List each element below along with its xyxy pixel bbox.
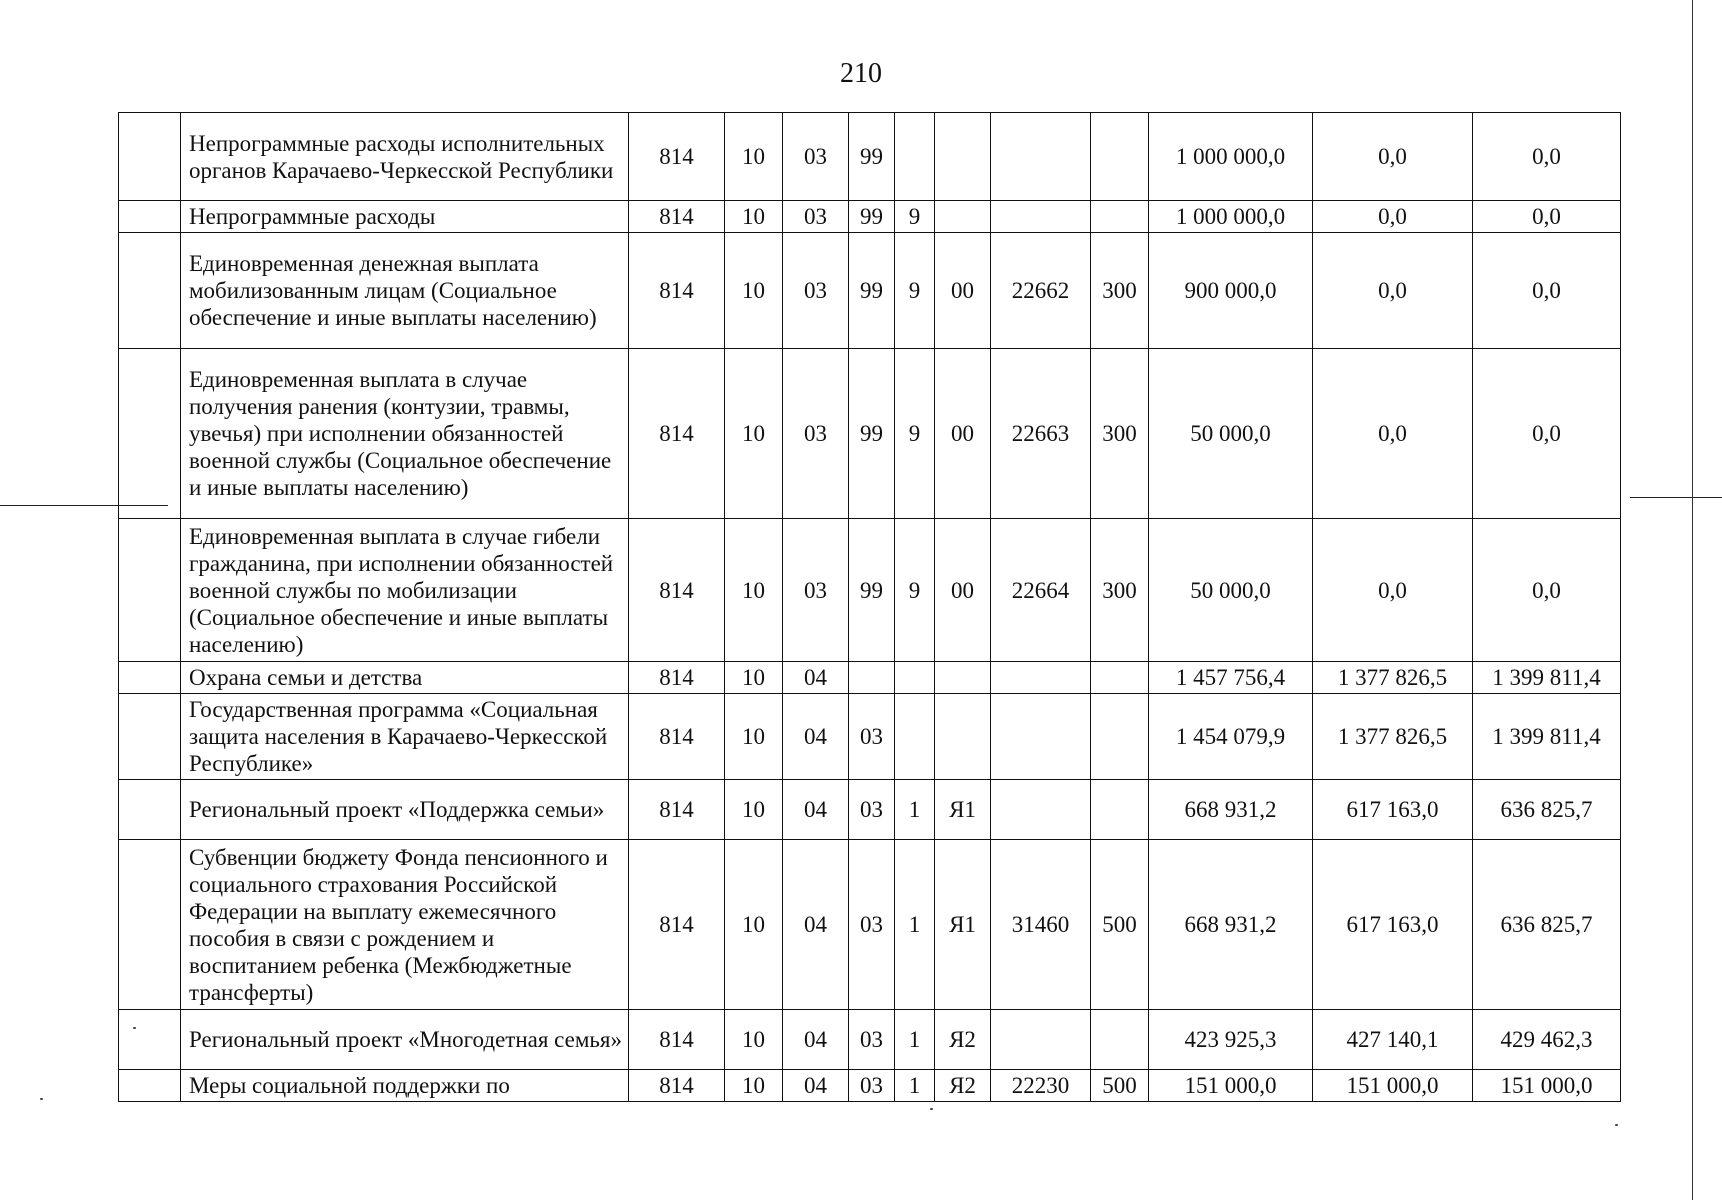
amount-year-3: 1 399 811,4 <box>1473 662 1621 694</box>
amount-year-2: 427 140,1 <box>1313 1010 1473 1070</box>
table-row <box>119 694 1621 780</box>
pr-code: 03 <box>783 519 849 662</box>
direction-code <box>991 201 1091 233</box>
gr-code: 814 <box>629 694 725 780</box>
direction-code <box>991 780 1091 840</box>
subprogram-code: 1 <box>895 1010 935 1070</box>
amount-year-3: 1 399 811,4 <box>1473 694 1621 780</box>
expense-name: Субвенции бюджету Фонда пенсионного и социального страхования Российской Федерации на выплату ежемесячного пособия в связи с рождением и воспитанием ребенка (Межбюджетные трансферты) <box>181 840 629 1010</box>
rz-code: 10 <box>725 233 783 349</box>
amount-year-2: 0,0 <box>1313 233 1473 349</box>
amount-year-2: 617 163,0 <box>1313 840 1473 1010</box>
gr-code: 814 <box>629 233 725 349</box>
amount-year-3: 0,0 <box>1473 233 1621 349</box>
row-marker-cell <box>119 233 181 349</box>
gr-code: 814 <box>629 519 725 662</box>
subprogram-code: 9 <box>895 201 935 233</box>
subprogram-code <box>895 694 935 780</box>
main-event-code: 00 <box>935 349 991 519</box>
main-event-code <box>935 201 991 233</box>
main-event-code <box>935 113 991 201</box>
table-row <box>119 1010 1621 1070</box>
amount-year-1: 1 000 000,0 <box>1149 201 1313 233</box>
amount-year-3: 0,0 <box>1473 113 1621 201</box>
program-code: 03 <box>849 840 895 1010</box>
row-marker-cell <box>119 519 181 662</box>
direction-code <box>991 662 1091 694</box>
rz-code: 10 <box>725 349 783 519</box>
gr-code: 814 <box>629 113 725 201</box>
expense-name: Меры социальной поддержки по <box>181 1070 629 1102</box>
program-code: 99 <box>849 349 895 519</box>
expense-type-code <box>1091 201 1149 233</box>
amount-year-3: 0,0 <box>1473 349 1621 519</box>
rz-code: 10 <box>725 113 783 201</box>
expense-type-code <box>1091 694 1149 780</box>
amount-year-1: 1 454 079,9 <box>1149 694 1313 780</box>
expense-type-code <box>1091 1010 1149 1070</box>
amount-year-3: 0,0 <box>1473 201 1621 233</box>
program-code: 03 <box>849 780 895 840</box>
table-row <box>119 201 1621 233</box>
pr-code: 04 <box>783 840 849 1010</box>
direction-code: 22663 <box>991 349 1091 519</box>
program-code: 99 <box>849 519 895 662</box>
amount-year-2: 1 377 826,5 <box>1313 694 1473 780</box>
expense-type-code <box>1091 113 1149 201</box>
expense-name: Региональный проект «Многодетная семья» <box>181 1010 629 1070</box>
direction-code: 22664 <box>991 519 1091 662</box>
gr-code: 814 <box>629 201 725 233</box>
table-row <box>119 780 1621 840</box>
main-event-code: Я2 <box>935 1070 991 1102</box>
rz-code: 10 <box>725 201 783 233</box>
amount-year-1: 900 000,0 <box>1149 233 1313 349</box>
amount-year-2: 617 163,0 <box>1313 780 1473 840</box>
expense-type-code: 500 <box>1091 840 1149 1010</box>
program-code <box>849 662 895 694</box>
expense-name: Единовременная выплата в случае гибели гражданина, при исполнении обязанностей военной службы по мобилизации (Социальное обеспечение и иные выплаты населению) <box>181 519 629 662</box>
amount-year-2: 1 377 826,5 <box>1313 662 1473 694</box>
amount-year-3: 0,0 <box>1473 519 1621 662</box>
pr-code: 03 <box>783 233 849 349</box>
table-row <box>119 519 1621 662</box>
pr-code: 04 <box>783 694 849 780</box>
program-code: 99 <box>849 201 895 233</box>
program-code: 99 <box>849 233 895 349</box>
expense-name: Единовременная выплата в случае получения ранения (контузии, травмы, увечья) при исполнении обязанностей военной службы (Социальное обеспечение и иные выплаты населению) <box>181 349 629 519</box>
rz-code: 10 <box>725 840 783 1010</box>
amount-year-1: 151 000,0 <box>1149 1070 1313 1102</box>
row-marker-cell <box>119 694 181 780</box>
amount-year-1: 1 457 756,4 <box>1149 662 1313 694</box>
subprogram-code: 1 <box>895 840 935 1010</box>
gr-code: 814 <box>629 780 725 840</box>
amount-year-2: 0,0 <box>1313 349 1473 519</box>
expense-name: Непрограммные расходы исполнительных органов Карачаево-Черкесской Республики <box>181 113 629 201</box>
pr-code: 04 <box>783 662 849 694</box>
expense-name: Непрограммные расходы <box>181 201 629 233</box>
amount-year-1: 668 931,2 <box>1149 780 1313 840</box>
program-code: 03 <box>849 1010 895 1070</box>
amount-year-2: 0,0 <box>1313 113 1473 201</box>
amount-year-3: 636 825,7 <box>1473 840 1621 1010</box>
subprogram-code <box>895 113 935 201</box>
table-row <box>119 662 1621 694</box>
amount-year-1: 423 925,3 <box>1149 1010 1313 1070</box>
subprogram-code <box>895 662 935 694</box>
program-code: 99 <box>849 113 895 201</box>
expense-name: Государственная программа «Социальная защита населения в Карачаево-Черкесской Республике» <box>181 694 629 780</box>
main-event-code: Я1 <box>935 780 991 840</box>
main-event-code: 00 <box>935 233 991 349</box>
pr-code: 04 <box>783 780 849 840</box>
direction-code: 22662 <box>991 233 1091 349</box>
gr-code: 814 <box>629 1010 725 1070</box>
row-marker-cell <box>119 780 181 840</box>
amount-year-2: 0,0 <box>1313 519 1473 662</box>
direction-code <box>991 694 1091 780</box>
amount-year-1: 50 000,0 <box>1149 519 1313 662</box>
subprogram-code: 1 <box>895 780 935 840</box>
amount-year-1: 50 000,0 <box>1149 349 1313 519</box>
pr-code: 03 <box>783 113 849 201</box>
budget-table <box>118 112 1621 1102</box>
pr-code: 03 <box>783 349 849 519</box>
main-event-code: Я1 <box>935 840 991 1010</box>
direction-code: 22230 <box>991 1070 1091 1102</box>
rz-code: 10 <box>725 1010 783 1070</box>
scan-rule-right <box>1630 497 1722 498</box>
amount-year-2: 151 000,0 <box>1313 1070 1473 1102</box>
row-marker-cell <box>119 662 181 694</box>
expense-type-code <box>1091 780 1149 840</box>
program-code: 03 <box>849 694 895 780</box>
amount-year-1: 668 931,2 <box>1149 840 1313 1010</box>
main-event-code: 00 <box>935 519 991 662</box>
gr-code: 814 <box>629 349 725 519</box>
amount-year-3: 151 000,0 <box>1473 1070 1621 1102</box>
pr-code: 04 <box>783 1010 849 1070</box>
main-event-code: Я2 <box>935 1010 991 1070</box>
row-marker-cell <box>119 1010 181 1070</box>
program-code: 03 <box>849 1070 895 1102</box>
expense-name: Единовременная денежная выплата мобилизованным лицам (Социальное обеспечение и иные выплаты населению) <box>181 233 629 349</box>
direction-code <box>991 1010 1091 1070</box>
pr-code: 04 <box>783 1070 849 1102</box>
scan-speck <box>40 1098 43 1100</box>
gr-code: 814 <box>629 662 725 694</box>
scan-speck <box>1615 1124 1618 1126</box>
table-row <box>119 113 1621 201</box>
scan-speck <box>930 1108 933 1110</box>
amount-year-1: 1 000 000,0 <box>1149 113 1313 201</box>
rz-code: 10 <box>725 519 783 662</box>
expense-name: Охрана семьи и детства <box>181 662 629 694</box>
rz-code: 10 <box>725 694 783 780</box>
rz-code: 10 <box>725 780 783 840</box>
table-row <box>119 233 1621 349</box>
page-number: 210 <box>840 58 882 89</box>
expense-type-code <box>1091 662 1149 694</box>
amount-year-2: 0,0 <box>1313 201 1473 233</box>
row-marker-cell <box>119 840 181 1010</box>
expense-type-code: 300 <box>1091 519 1149 662</box>
main-event-code <box>935 662 991 694</box>
row-marker-cell <box>119 349 181 519</box>
expense-type-code: 300 <box>1091 349 1149 519</box>
table-row <box>119 840 1621 1010</box>
direction-code: 31460 <box>991 840 1091 1010</box>
row-marker-cell <box>119 113 181 201</box>
gr-code: 814 <box>629 840 725 1010</box>
scan-rule-vertical <box>1692 0 1693 1200</box>
row-marker-cell <box>119 1070 181 1102</box>
rz-code: 10 <box>725 662 783 694</box>
gr-code: 814 <box>629 1070 725 1102</box>
row-marker-cell <box>119 201 181 233</box>
expense-type-code: 300 <box>1091 233 1149 349</box>
pr-code: 03 <box>783 201 849 233</box>
direction-code <box>991 113 1091 201</box>
expense-name: Региональный проект «Поддержка семьи» <box>181 780 629 840</box>
rz-code: 10 <box>725 1070 783 1102</box>
subprogram-code: 9 <box>895 233 935 349</box>
expense-type-code: 500 <box>1091 1070 1149 1102</box>
main-event-code <box>935 694 991 780</box>
amount-year-3: 636 825,7 <box>1473 780 1621 840</box>
table-row <box>119 1070 1621 1102</box>
subprogram-code: 9 <box>895 519 935 662</box>
amount-year-3: 429 462,3 <box>1473 1010 1621 1070</box>
subprogram-code: 1 <box>895 1070 935 1102</box>
subprogram-code: 9 <box>895 349 935 519</box>
table-row <box>119 349 1621 519</box>
